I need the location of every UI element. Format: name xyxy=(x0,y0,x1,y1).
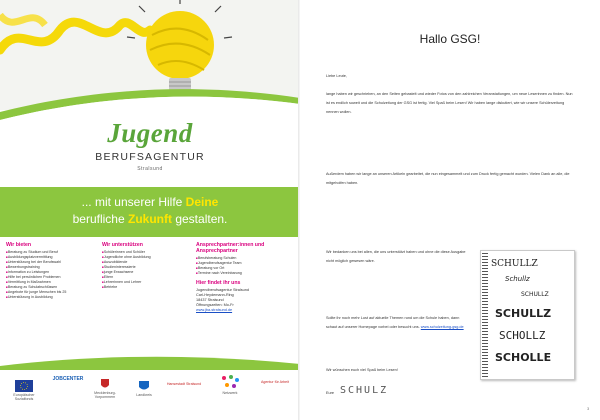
address-line: 18437 Stralsund xyxy=(196,298,224,302)
notebook-word: Schullz xyxy=(505,275,530,283)
column-contact xyxy=(196,242,292,313)
website-link[interactable]: www.schulzeitung-gsg.de xyxy=(420,325,464,330)
list-item: ■ Beratung zu Schulabschlüssen xyxy=(6,285,96,290)
notebook-word: SCHULLZ xyxy=(495,307,552,320)
column-heading: Wir bieten xyxy=(6,242,32,248)
esf-logo xyxy=(6,380,42,401)
slogan-banner xyxy=(0,187,300,237)
list-item: ■ Betriebe xyxy=(102,285,190,290)
column-heading: Wir unterstützen xyxy=(102,242,143,248)
list-item: ■ Angebote für junge Menschen bis 25 xyxy=(6,290,96,295)
list-item: ■ Vermittlung in Maßnahmen xyxy=(6,280,96,285)
paragraph-1: lange haben wir geschrieben, an den Seiten gebastelt und wieder Fotos von den zahlreichen Veranstaltungen, um neue Leserinnen zu finden. Nun ist es endlich soweit und die Schulzeitung der GSG ist fertig. Viel Spaß beim Lesen! Wir haben lange diskutiert, wie wir unsere Schülerzeitung nennen wollen. xyxy=(326,92,573,115)
notebook-word: SCHULLZ xyxy=(491,259,538,269)
notebook-spiral xyxy=(482,253,488,377)
list-item: ■ junge Erwachsene xyxy=(102,270,190,275)
address-line: Öffnungszeiten: Mo-Fr xyxy=(196,303,234,307)
closing-line: Wir wünschen euch viel Spaß beim Lesen! xyxy=(326,368,398,372)
notebook-word: SCHOLLZ xyxy=(499,329,546,342)
paragraph-2: Außerdem haben wir lange an unseren Artikeln gearbeitet, die nun eingesammelt und zum Druck fertig gemacht wurden. Vielen Dank an alle, die mitgeholfen haben. xyxy=(326,172,570,186)
list-item: ■ Berufsberatung Schulen xyxy=(196,256,292,261)
signature-name: SCHULZ xyxy=(340,385,389,396)
mv-logo xyxy=(88,378,122,399)
shield-icon xyxy=(138,380,150,392)
logo-city: Stralsund xyxy=(137,166,163,172)
paragraph-4 xyxy=(326,314,471,332)
right-page-editorial xyxy=(300,0,600,420)
footer-logos xyxy=(0,370,300,420)
logo-caption: Europäischer Sozialfonds xyxy=(13,393,35,401)
column-support xyxy=(102,242,190,290)
coat-of-arms-icon xyxy=(100,378,110,390)
address-heading: Hier findet ihr uns xyxy=(196,280,241,286)
logo-caption: Mecklenburg-Vorpommern xyxy=(94,391,116,399)
green-footer-wave xyxy=(0,352,300,372)
list-item: ■ Jugendliche ohne Ausbildung xyxy=(102,255,190,260)
logo-jugend: Jugend xyxy=(107,118,193,148)
column-offer xyxy=(6,242,96,300)
address-line: Carl-Heydemann-Ring xyxy=(196,293,234,297)
list-item: ■ Bewerbungstraining xyxy=(6,265,96,270)
agentur-logo: Agentur für Arbeit xyxy=(261,380,289,384)
address-line: Jugendberufsagentur Stralsund xyxy=(196,288,249,292)
list-item: ■ Unterstützung bei der Berufswahl xyxy=(6,260,96,265)
network-dots-icon xyxy=(219,374,241,390)
list-item: ■ Termine nach Vereinbarung xyxy=(196,271,292,276)
logo-caption: Netzwerk xyxy=(222,391,238,395)
greeting: Liebe Leute, xyxy=(326,74,347,78)
notebook-word: SCHULLZ xyxy=(521,291,549,298)
list-item: ■ Eltern xyxy=(102,275,190,280)
list-item: ■ Jugendberufsagentur Team xyxy=(196,261,292,266)
jobcenter-logo: JOBCENTER xyxy=(52,376,84,382)
stralsund-logo: Hansestadt Stralsund xyxy=(166,382,202,386)
list-item: ■ Lehrerinnen und Lehrer xyxy=(102,280,190,285)
notebook-word: SCHOLLE xyxy=(495,351,552,364)
logo-subtitle: BERUFSAGENTUR xyxy=(95,151,205,163)
landkreis-logo xyxy=(128,380,160,397)
list-item: ■ Schülerinnen und Schüler xyxy=(102,250,190,255)
address-link[interactable]: www.jba-stralsund.de xyxy=(196,308,233,312)
page-title: Hallo GSG! xyxy=(419,32,481,46)
page-number: 3 xyxy=(587,406,590,411)
list-item: ■ Hilfe bei persönlichen Problemen xyxy=(6,275,96,280)
list-item: ■ Auszubildende xyxy=(102,260,190,265)
list-item: ■ Unterstützung in Ausbildung xyxy=(6,295,96,300)
list-item: ■ Ausbildungsplatzvermittlung xyxy=(6,255,96,260)
notebook-photo xyxy=(480,250,575,380)
eu-flag-icon xyxy=(15,380,33,392)
slogan-line-2: berufliche Zukunft gestalten. xyxy=(72,212,228,226)
logo-caption: Landkreis xyxy=(136,393,152,397)
list-item: ■ Studieninteressierte xyxy=(102,265,190,270)
slogan-line-1: ... mit unserer Hilfe Deine xyxy=(81,195,219,209)
paragraph-4-text: Sollte ihr noch mehr Lust auf aktuelle Themen rund um die Schule haben, dann schaut auf unserer Homepage vorbei oder besucht uns. xyxy=(326,316,460,330)
paragraph-3: Wir bedanken uns bei allen, die uns unterstützt haben und ohne die diese Ausgabe nicht möglich gewesen wäre. xyxy=(326,250,466,264)
network-logo xyxy=(210,374,250,395)
list-item: ■ Information zu Leistungen xyxy=(6,270,96,275)
signature-prefix: Eure xyxy=(326,391,335,395)
column-heading: Ansprechpartner:innen und Ansprechpartner xyxy=(196,242,265,254)
list-item: ■ Beratung vor Ort xyxy=(196,266,292,271)
list-item: ■ Beratung zu Studium und Beruf xyxy=(6,250,96,255)
